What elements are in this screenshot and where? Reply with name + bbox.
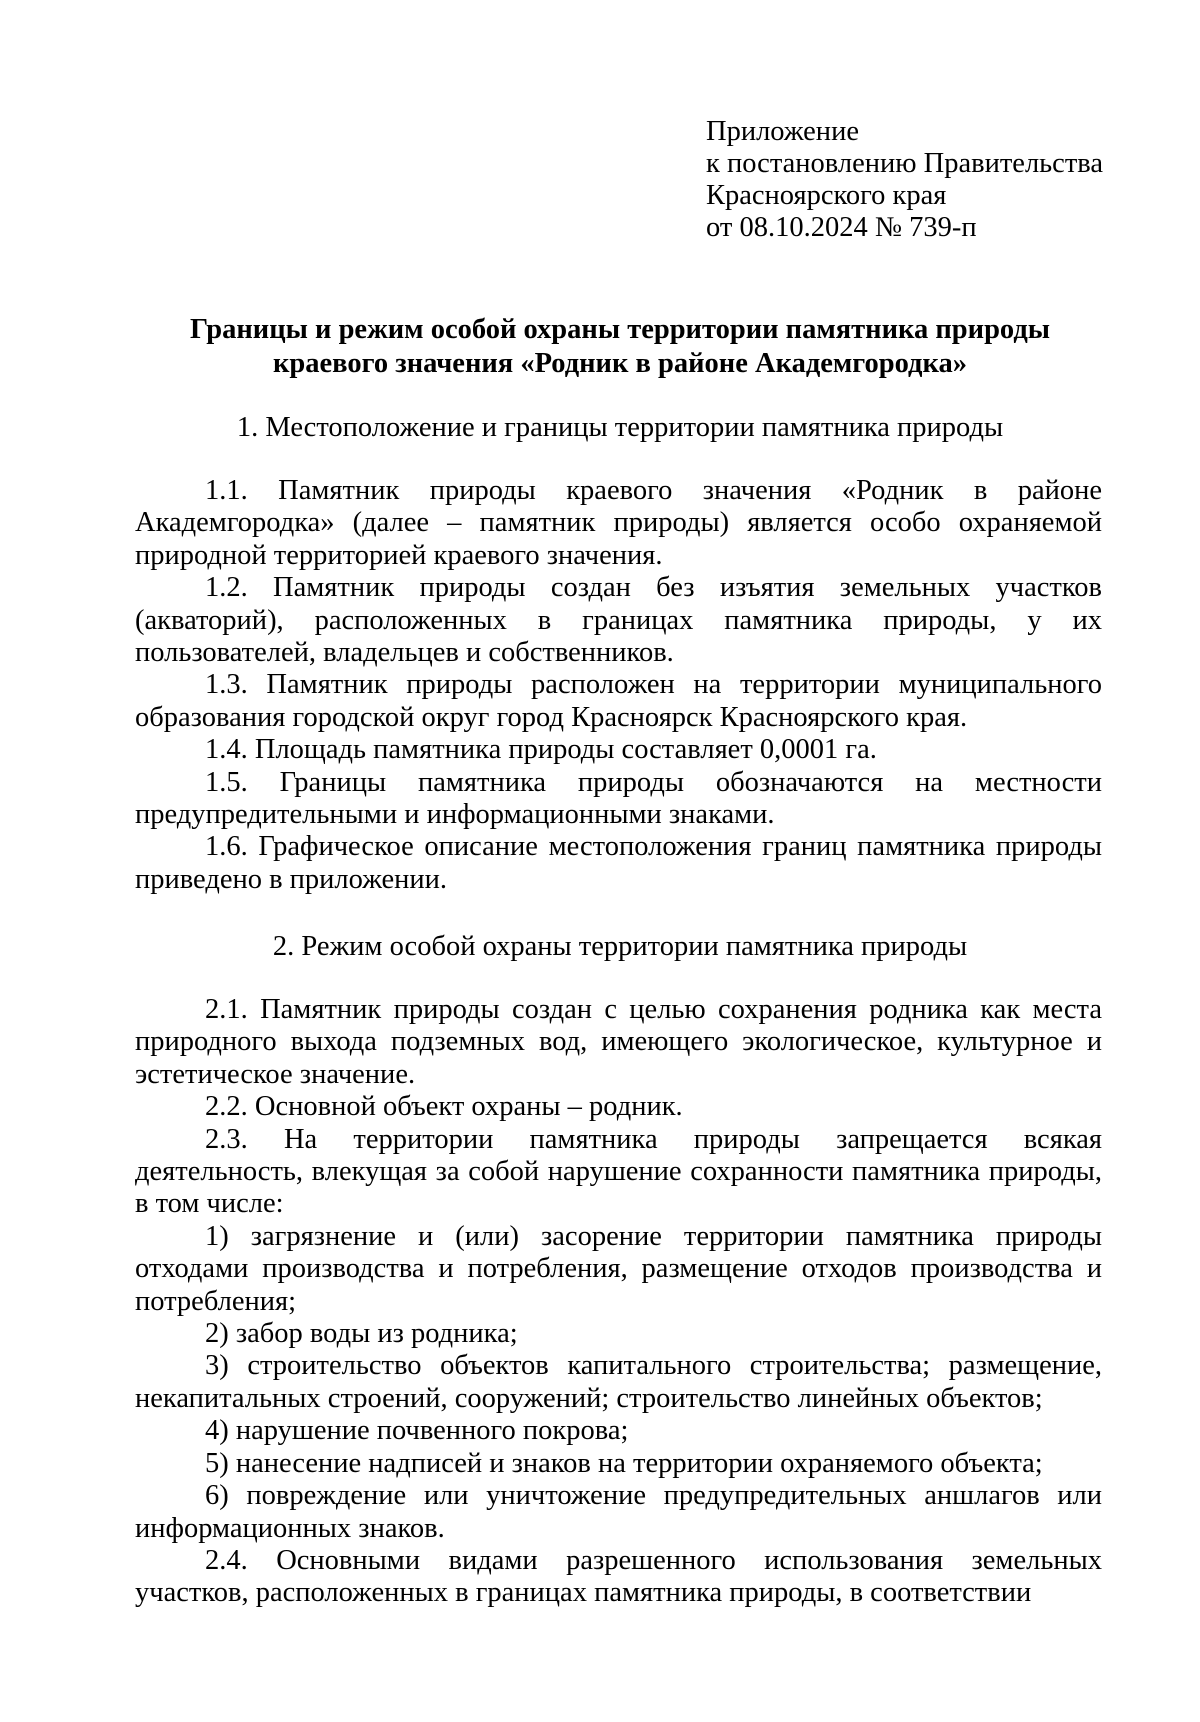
list-item: 5) нанесение надписей и знаков на территории охраняемого объекта; [205, 1447, 1043, 1479]
list-item: 6) повреждение или уничтожение предупредительных аншлагов или информационных знаков. [135, 1480, 1102, 1544]
paragraph: 1.4. Площадь памятника природы составляет 0,0001 га. [205, 734, 877, 766]
appendix-header [706, 116, 1146, 244]
paragraph: 1.1. Памятник природы краевого значения «Родник в районе Академгородка» (далее – памятник природы) является особо охраняемой природной территорией краевого значения. [135, 475, 1102, 571]
section-2-body [135, 994, 1102, 1610]
paragraph: 1.3. Памятник природы расположен на территории муниципального образования городской округ город Красноярск Красноярского края. [135, 669, 1102, 733]
paragraph: 2.1. Памятник природы создан с целью сохранения родника как места природного выхода подземных вод, имеющего экологическое, культурное и эстетическое значение. [135, 994, 1102, 1090]
appendix-header-line: от 08.10.2024 № 739-п [706, 212, 977, 243]
list-item: 1) загрязнение и (или) засорение территории памятника природы отходами производства и потребления, размещение отходов производства и потребления; [135, 1220, 1102, 1317]
appendix-header-line: Приложение [706, 116, 859, 147]
list-item: 2) забор воды из родника; [205, 1318, 518, 1350]
appendix-header-line: к постановлению Правительства [706, 148, 1104, 179]
section-1-body [135, 475, 1102, 896]
document-title-line: Границы и режим особой охраны территории памятника природы [189, 314, 1051, 345]
paragraph: 2.4. Основными видами разрешенного использования земельных участков, расположенных в границах памятника природы, в соответствии [135, 1544, 1102, 1609]
section-2-heading: 2. Режим особой охраны территории памятника природы [272, 931, 968, 962]
section-1-heading: 1. Местоположение и границы территории памятника природы [236, 412, 1004, 443]
paragraph: 2.2. Основной объект охраны – родник. [205, 1091, 683, 1123]
paragraph: 1.5. Границы памятника природы обозначаются на местности предупредительными и информационными знаками. [135, 766, 1102, 831]
paragraph: 1.6. Графическое описание местоположения границ памятника природы приведено в приложении. [135, 831, 1102, 895]
list-item: 3) строительство объектов капитального строительства; размещение, некапитальных строений, сооружений; строительство линейных объектов; [135, 1350, 1102, 1414]
paragraph: 2.3. На территории памятника природы запрещается всякая деятельность, влекущая за собой нарушение сохранности памятника природы, в том числе: [135, 1123, 1102, 1220]
appendix-header-line: Красноярского края [706, 180, 947, 211]
document-title [135, 313, 1105, 381]
list-item: 4) нарушение почвенного покрова; [205, 1415, 629, 1447]
document-title-line: краевого значения «Родник в районе Академгородка» [273, 348, 967, 379]
paragraph: 1.2. Памятник природы создан без изъятия земельных участков (акваторий), расположенных в границах памятника природы, у их пользователей, владельцев и собственников. [135, 572, 1102, 669]
